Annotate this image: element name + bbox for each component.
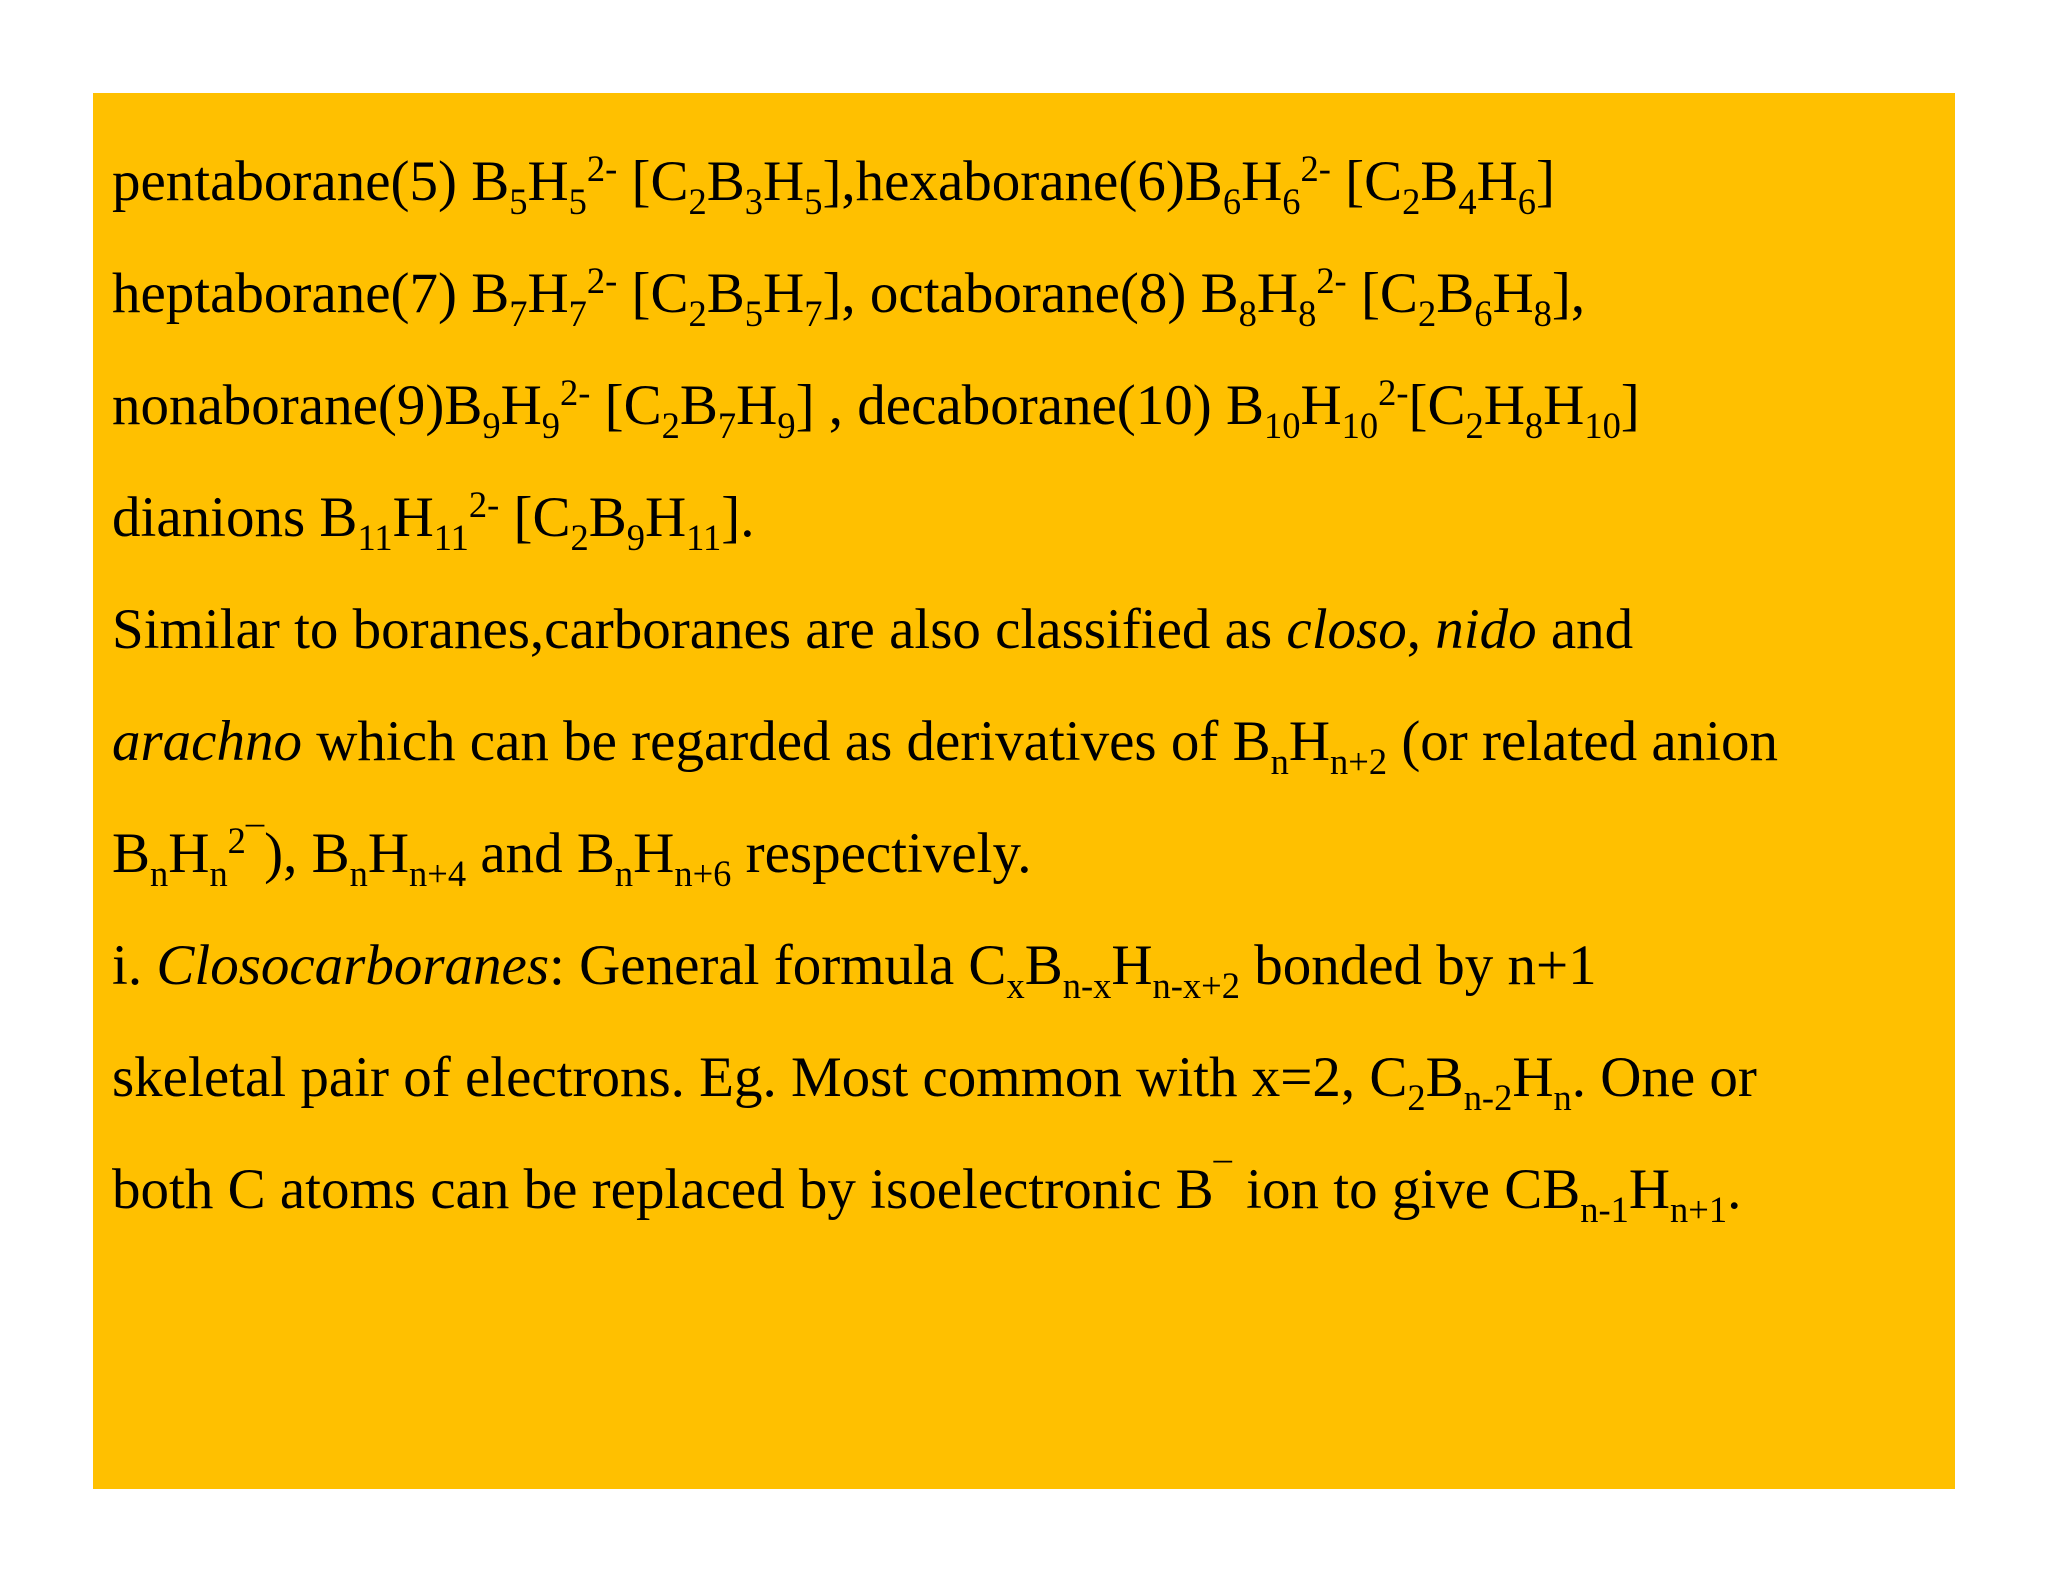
text-run: ],: [1551, 262, 1586, 325]
text-run: skeletal pair of electrons. Eg. Most common with x=2, C: [112, 1046, 1408, 1109]
subscript: 2: [688, 180, 707, 222]
subscript: n: [209, 852, 228, 894]
subscript: 2: [1465, 404, 1484, 446]
subscript: 6: [1517, 180, 1537, 222]
text-line: [112, 1134, 1942, 1246]
text-run: B: [1425, 1046, 1464, 1109]
text-run: (or related anion: [1387, 710, 1778, 773]
text-run: H: [645, 486, 687, 549]
subscript: 3: [744, 180, 764, 222]
subscript: x: [1006, 964, 1025, 1006]
subscript: 9: [777, 404, 796, 446]
text-line: [112, 462, 1942, 574]
text-line: [112, 798, 1942, 910]
subscript: 9: [482, 404, 501, 446]
text-run: H: [1628, 1158, 1671, 1221]
text-run: ], octaborane(8) B: [822, 262, 1239, 325]
text-run: pentaborane(5) B: [112, 150, 510, 213]
subscript: 11: [686, 516, 722, 558]
text-run: both C atoms can be replaced by isoelectronic B: [112, 1158, 1214, 1221]
subscript: n: [1553, 1076, 1572, 1118]
text-run: H: [1476, 150, 1518, 213]
subscript: 5: [568, 180, 587, 222]
text-run: [C: [499, 486, 571, 549]
text-run: H: [527, 150, 569, 213]
slide-text-block: [112, 126, 1942, 1246]
subscript: 8: [1238, 292, 1257, 334]
text-run: B: [588, 486, 627, 549]
text-run: H: [633, 822, 675, 885]
superscript: 2-: [586, 260, 618, 302]
subscript: 10: [1264, 404, 1301, 446]
text-run: ), B: [264, 822, 350, 885]
superscript: 2-: [1316, 260, 1347, 302]
text-run: ion to give CB: [1231, 1158, 1581, 1221]
text-line: [112, 910, 1942, 1022]
text-run: H: [1483, 374, 1525, 437]
text-run: ]: [1536, 150, 1556, 213]
subscript: 8: [1298, 292, 1317, 334]
text-run: H: [367, 822, 410, 885]
subscript: n: [150, 852, 169, 894]
text-run: which can be regarded as derivatives of B: [301, 710, 1271, 773]
subscript: 7: [568, 292, 587, 334]
text-run: . One or: [1571, 1046, 1757, 1109]
text-run: H: [527, 262, 569, 325]
text-run: H: [1512, 1046, 1554, 1109]
text-run: ] , decaborane(10) B: [795, 374, 1265, 437]
italic-term: arachno: [112, 710, 302, 773]
subscript: 7: [717, 404, 737, 446]
text-run: and: [1536, 598, 1634, 661]
text-line: [112, 686, 1942, 798]
text-run: [C: [1330, 150, 1403, 213]
subscript: 2: [1417, 292, 1437, 334]
text-run: .: [1727, 1158, 1742, 1221]
text-run: B: [679, 374, 718, 437]
text-run: H: [1492, 262, 1534, 325]
subscript: 10: [1341, 404, 1379, 446]
text-run: [C: [1346, 262, 1418, 325]
text-run: B: [1420, 150, 1459, 213]
text-line: [112, 126, 1942, 238]
text-run: H: [1241, 150, 1283, 213]
subscript: 10: [1584, 404, 1621, 446]
subscript: 5: [744, 292, 764, 334]
subscript: 4: [1458, 180, 1477, 222]
subscript: n: [614, 852, 634, 894]
subscript: n: [1270, 740, 1289, 782]
text-line: [112, 350, 1942, 462]
text-run: H: [763, 262, 805, 325]
text-line: [112, 574, 1942, 686]
text-run: [C: [617, 150, 689, 213]
text-run: H: [763, 150, 805, 213]
subscript: n+1: [1670, 1188, 1728, 1230]
subscript: 8: [1524, 404, 1544, 446]
subscript: 5: [509, 180, 528, 222]
text-run: ,: [1406, 598, 1436, 661]
subscript: 2: [688, 292, 707, 334]
subscript: 6: [1282, 180, 1301, 222]
superscript: ¯: [1213, 1156, 1232, 1198]
text-run: H: [1288, 710, 1331, 773]
text-run: [C: [617, 262, 689, 325]
text-run: dianions B: [112, 486, 358, 549]
text-run: H: [736, 374, 778, 437]
subscript: n-x+2: [1152, 964, 1240, 1006]
subscript: n+2: [1330, 740, 1388, 782]
text-run: i.: [112, 934, 157, 997]
subscript: 11: [433, 516, 469, 558]
subscript: 6: [1222, 180, 1242, 222]
superscript: 2¯: [227, 820, 265, 862]
text-run: H: [1256, 262, 1299, 325]
text-run: Similar to boranes,carboranes are also classified as: [112, 598, 1287, 661]
subscript: 2: [1402, 180, 1421, 222]
text-run: H: [168, 822, 210, 885]
subscript: 9: [541, 404, 561, 446]
superscript: 2-: [468, 484, 500, 526]
text-run: bonded by n+1: [1239, 934, 1597, 997]
italic-term: Closocarboranes: [156, 934, 550, 997]
superscript: 2-: [1300, 148, 1331, 190]
text-run: H: [1543, 374, 1585, 437]
superscript: 2-: [560, 372, 591, 414]
subscript: n: [349, 852, 368, 894]
text-run: heptaborane(7) B: [112, 262, 510, 325]
text-run: B: [112, 822, 151, 885]
subscript: n+6: [674, 852, 732, 894]
text-run: : General formula C: [549, 934, 1007, 997]
text-run: H: [1111, 934, 1153, 997]
text-run: ].: [721, 486, 755, 549]
text-run: H: [392, 486, 434, 549]
text-run: [C: [590, 374, 662, 437]
subscript: n+4: [409, 852, 467, 894]
subscript: 8: [1533, 292, 1552, 334]
text-run: B: [706, 150, 745, 213]
subscript: 2: [570, 516, 589, 558]
subscript: 7: [804, 292, 823, 334]
text-run: B: [706, 262, 745, 325]
subscript: n-1: [1580, 1188, 1629, 1230]
subscript: n-x: [1062, 964, 1112, 1006]
subscript: 11: [357, 516, 393, 558]
text-run: [C: [1408, 374, 1466, 437]
text-run: B: [1024, 934, 1063, 997]
text-run: B: [1436, 262, 1475, 325]
italic-term: nido: [1435, 598, 1537, 661]
subscript: 6: [1474, 292, 1493, 334]
subscript: 9: [626, 516, 645, 558]
text-line: [112, 238, 1942, 350]
text-run: and B: [466, 822, 615, 885]
subscript: 2: [661, 404, 680, 446]
text-line: [112, 1022, 1942, 1134]
superscript: 2-: [586, 148, 618, 190]
subscript: 5: [804, 180, 823, 222]
subscript: n-2: [1463, 1076, 1513, 1118]
subscript: 2: [1407, 1076, 1426, 1118]
text-run: H: [1300, 374, 1342, 437]
text-run: respectively.: [731, 822, 1032, 885]
text-run: ]: [1620, 374, 1640, 437]
text-run: nonaborane(9)B: [112, 374, 483, 437]
subscript: 7: [509, 292, 528, 334]
superscript: 2-: [1378, 372, 1409, 414]
text-run: ],hexaborane(6)B: [822, 150, 1223, 213]
text-run: H: [500, 374, 542, 437]
italic-term: closo: [1286, 598, 1407, 661]
